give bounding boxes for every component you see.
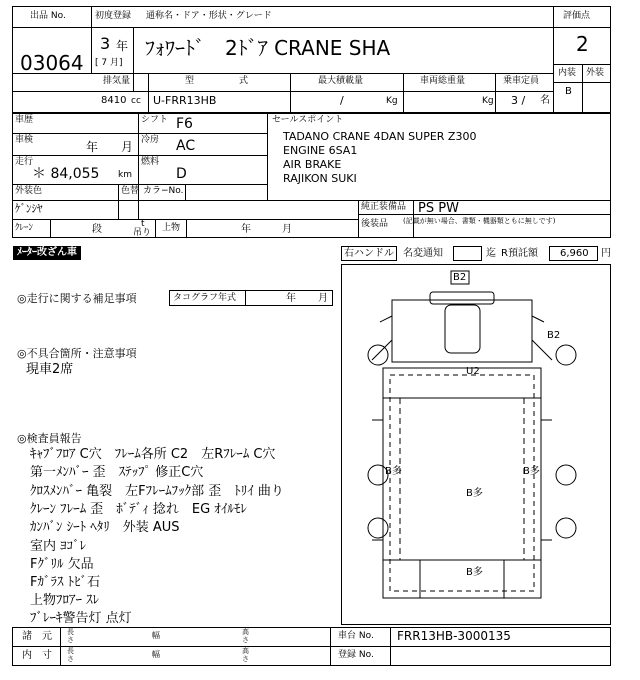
chassis-no: FRR13HB-3000135	[397, 629, 511, 643]
ac-value: AC	[176, 138, 196, 154]
tacho-label: タコグラフ年式	[173, 293, 237, 303]
right-handle-label: 右ハンドル	[344, 248, 394, 259]
first-reg-month: [ 7 月]	[95, 58, 123, 68]
interior-dims-label: 内 寸	[22, 650, 52, 661]
aftermarket-label: 後装品	[361, 219, 389, 229]
defects-label: ◎不具合箇所・注意事項	[17, 347, 137, 360]
meter-tampered-badge: ﾒｰﾀｰ改ざん車	[13, 246, 81, 260]
inspector-line: 第一ﾒﾝﾊﾞｰ 歪 ｽﾃｯﾌﾟ 修正C穴	[30, 465, 204, 480]
interior-label: 内装	[558, 68, 577, 78]
damage-mark: B多	[523, 466, 540, 477]
inspector-line: ﾌﾞﾚｰｷ警告灯 点灯	[30, 611, 132, 626]
inspector-line: ｸﾛｽﾒﾝﾊﾞｰ 亀裂 左Fﾌﾚｰﾑﾌｯｸ部 歪 ﾄﾘｲ 曲り	[30, 484, 284, 499]
model-label: 型 式	[185, 76, 249, 86]
crane-dan: 段	[92, 224, 102, 235]
exterior-label: 外装	[586, 68, 605, 78]
max-load-value: /	[340, 94, 344, 107]
color-change-label: 色替	[121, 186, 140, 196]
damage-mark: B2	[547, 330, 561, 341]
equipment-label: 純正装備品	[361, 202, 407, 212]
upper-month: 月	[282, 224, 292, 235]
inspector-line: ｶﾝﾊﾞﾝ ｼｰﾄ ﾍﾀﾘ 外装 AUS	[30, 520, 180, 535]
damage-mark: U2	[466, 366, 480, 377]
history-label: 車歴	[15, 115, 34, 125]
color-code-label: カラ−No.	[143, 186, 184, 196]
color-value: ｹﾞﾝｼﾔ	[15, 202, 43, 215]
color-label: 外装色	[15, 186, 43, 196]
gross-weight-label: 車両総重量	[420, 76, 466, 86]
aftermarket-note: (記載が無い場合、書類・機器類ともに無しです)	[403, 217, 556, 225]
dims-height-label: 高さ	[242, 628, 249, 644]
model-code: U-FRR13HB	[153, 94, 217, 107]
model-name-label: 通称名・ドア・形状・グレード	[146, 11, 272, 21]
lot-no: 03064	[20, 51, 84, 75]
registration-label: 登録 No.	[338, 650, 374, 660]
first-reg-year: 3	[100, 34, 111, 53]
defects-value: 現車2席	[26, 362, 74, 377]
recycle-label: R預託額	[501, 248, 538, 259]
capacity-value: 3 /	[511, 94, 526, 107]
inspection-label: 車検	[15, 135, 34, 145]
fuel-value: D	[176, 166, 187, 182]
inspector-line: 上物ﾌﾛｱｰ ｽﾚ	[30, 593, 100, 608]
dims-length-label: 長さ	[67, 628, 74, 644]
mileage-label: 走行	[15, 157, 34, 167]
interior-width-label: 幅	[152, 650, 160, 659]
ac-label: 冷房	[141, 135, 160, 145]
capacity-unit: 名	[540, 95, 550, 106]
dims-width-label: 幅	[152, 631, 160, 640]
max-load-unit: Kg	[386, 96, 398, 106]
upper-year: 年	[241, 224, 251, 235]
recycle-amount: 6,960	[560, 248, 589, 259]
inspection-year: 年	[86, 140, 99, 154]
tacho-year: 年	[286, 293, 296, 304]
interior-height-label: 高さ	[242, 647, 249, 663]
gross-weight-unit: Kg	[482, 96, 494, 106]
damage-mark: B多	[466, 488, 483, 499]
mileage-value: ＊ 84,055	[32, 166, 100, 182]
damage-mark: B多	[466, 567, 483, 578]
truck-diagram	[368, 271, 576, 598]
name-change-label: 名変通知	[403, 248, 443, 259]
max-load-label: 最大積載量	[318, 76, 364, 86]
displacement-unit: cc	[131, 96, 141, 106]
interior-length-label: 長さ	[67, 647, 74, 663]
first-reg-label: 初度登録	[95, 11, 132, 21]
grade-label: 評価点	[563, 11, 591, 21]
tacho-month: 月	[318, 293, 328, 304]
dims-label: 諸 元	[22, 631, 52, 642]
displacement-label: 排気量	[103, 76, 131, 86]
fuel-label: 燃料	[141, 157, 160, 167]
damage-mark: B2	[453, 272, 467, 283]
first-reg-year-unit: 年	[116, 39, 129, 53]
vehicle-title: ﾌｫﾜｰﾄﾞ 2ﾄﾞｱ CRANE SHA	[145, 36, 391, 60]
inspector-line: ｸﾚｰﾝ ﾌﾚｰﾑ 歪 ﾎﾞﾃﾞｨ 捻れ EG ｵｲﾙﾓﾚ	[30, 502, 247, 517]
inspection-month: 月	[121, 140, 134, 154]
capacity-label: 乗車定員	[503, 76, 540, 86]
sales-point-line: ENGINE 6SA1	[283, 144, 358, 157]
shift-value: F6	[176, 116, 193, 132]
damage-mark: B多	[385, 466, 402, 477]
crane-label: ｸﾚｰﾝ	[15, 223, 34, 233]
inspector-line: Fｸﾞﾘﾙ 欠品	[30, 557, 94, 572]
interior-score: B	[565, 86, 572, 97]
crane-hook: 吊り	[133, 228, 152, 238]
displacement-value: 8410	[101, 95, 127, 106]
crane-t: t	[141, 219, 145, 229]
chassis-label: 車台 No.	[338, 631, 374, 641]
sales-point-line: TADANO CRANE 4DAN SUPER Z300	[283, 130, 477, 143]
sales-points-label: セールスポイント	[272, 115, 344, 125]
recycle-unit: 円	[601, 248, 611, 259]
mileage-unit: km	[118, 170, 132, 180]
equipment-value: PS PW	[418, 201, 459, 216]
sales-point-line: AIR BRAKE	[283, 158, 342, 171]
lot-no-label: 出品 No.	[30, 11, 66, 21]
inspector-line: 室内 ﾖｺﾞﾚ	[30, 539, 87, 554]
upper-label: 上物	[162, 223, 181, 233]
sales-point-line: RAJIKON SUKI	[283, 172, 357, 185]
inspector-report-label: ◎検査員報告	[17, 432, 82, 445]
inspector-line: ｷｬﾌﾞﾌﾛｱ C穴 ﾌﾚｰﾑ各所 C2 左Rﾌﾚｰﾑ C穴	[30, 447, 276, 462]
driving-notes-label: ◎走行に関する補足事項	[17, 292, 137, 305]
shift-label: シフト	[141, 115, 169, 125]
inspector-line: Fｶﾞﾗｽ ﾄﾋﾞ石	[30, 575, 101, 590]
deadline-label: 迄	[486, 248, 496, 259]
evaluation-score: 2	[576, 32, 589, 56]
